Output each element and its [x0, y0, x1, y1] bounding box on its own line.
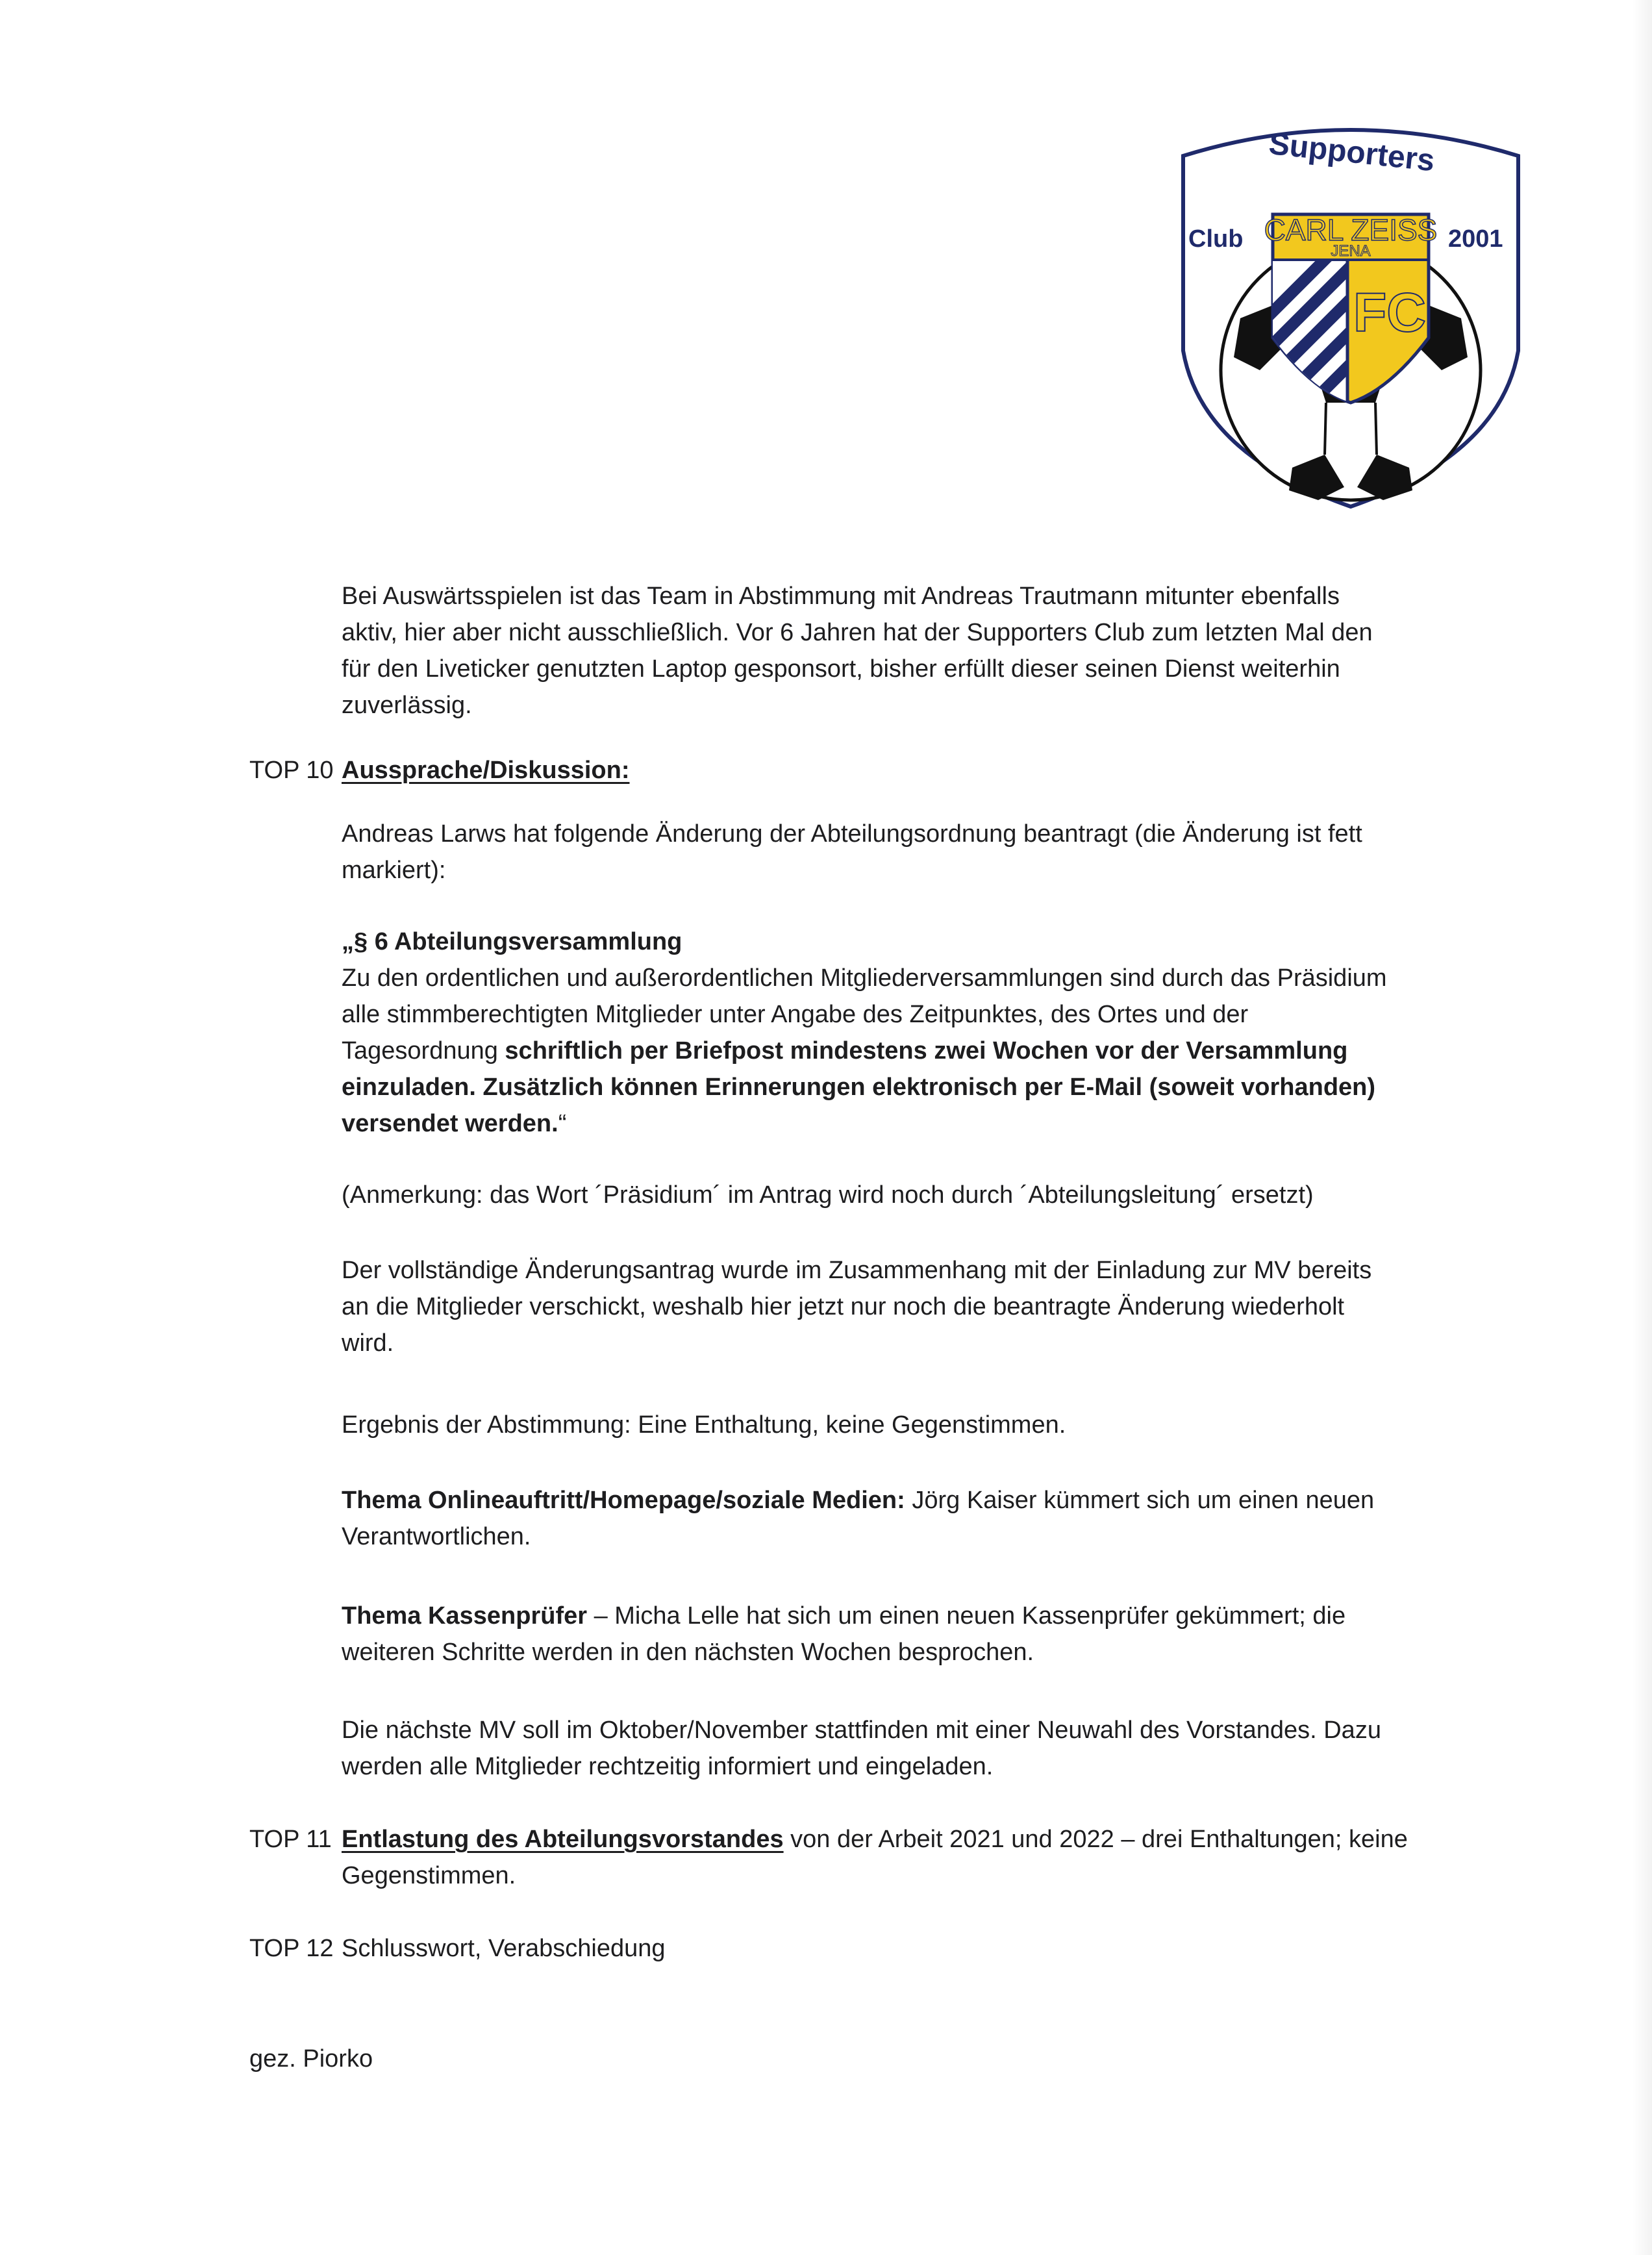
top11-line: Gegenstimmen. — [342, 1862, 516, 1889]
quote-line — [342, 1033, 1458, 1069]
quote-heading: „§ 6 Abteilungsversammlung — [342, 928, 682, 955]
request-line: markiert): — [342, 857, 446, 884]
note-paragraph — [342, 1177, 1458, 1213]
note-line: (Anmerkung: das Wort ´Präsidium´ im Antrag wird noch durch ´Abteilungsleitung´ ersetzt) — [342, 1181, 1314, 1209]
full-request-paragraph — [342, 1252, 1458, 1361]
top12-label: TOP 12 — [249, 1935, 334, 1962]
top10-request — [342, 816, 1458, 888]
kasse-text: – Micha Lelle hat sich um einen neuen Kassenprüfer gekümmert; die — [587, 1602, 1346, 1630]
logo-year-text: 2001 — [1448, 225, 1503, 253]
full-line: Der vollständige Änderungsantrag wurde im Zusammenhang mit der Einladung zur MV bereits — [342, 1257, 1372, 1284]
logo-club-text: Club — [1188, 225, 1244, 253]
top10-title-row — [342, 752, 1458, 788]
online-line — [342, 1482, 1458, 1518]
quote-line — [342, 1105, 1458, 1142]
intro-line: für den Liveticker genutzten Laptop gesponsort, bisher erfüllt dieser seinen Dienst weiterhin — [342, 655, 1340, 683]
kasse-line — [342, 1598, 1458, 1634]
top11-text: von der Arbeit 2021 und 2022 – drei Enthaltungen; keine — [783, 1826, 1408, 1853]
quote-line: Zu den ordentlichen und außerordentlichen Mitgliederversammlungen sind durch das Präsidium — [342, 964, 1387, 992]
scan-edge — [1633, 0, 1652, 2255]
online-line: Verantwortlichen. — [342, 1523, 531, 1550]
logo-fc-text: FC — [1353, 282, 1426, 343]
online-topic: Thema Onlineauftritt/Homepage/soziale Medien: — [342, 1487, 905, 1514]
top11-paragraph — [342, 1821, 1458, 1894]
quote-bold: versendet werden. — [342, 1110, 558, 1137]
kasse-topic: Thema Kassenprüfer — [342, 1602, 588, 1630]
intro-paragraph — [342, 578, 1458, 724]
quote-line: alle stimmberechtigten Mitglieder unter Angabe des Zeitpunktes, des Ortes und der — [342, 1001, 1249, 1028]
logo-jena-text: JENA — [1331, 242, 1371, 260]
top11-label: TOP 11 — [249, 1826, 332, 1853]
top10-title: Aussprache/Diskussion: — [342, 757, 630, 784]
top12-line: Schlusswort, Verabschiedung — [342, 1935, 666, 1962]
full-line: wird. — [342, 1329, 394, 1357]
online-text: Jörg Kaiser kümmert sich um einen neuen — [905, 1487, 1375, 1514]
full-line: an die Mitglieder verschickt, weshalb hier jetzt nur noch die beantragte Änderung wiederholt — [342, 1293, 1345, 1320]
top11-title: Entlastung des Abteilungsvorstandes — [342, 1826, 784, 1853]
quote-close: “ — [558, 1110, 567, 1137]
kasse-line: weiteren Schritte werden in den nächsten Wochen besprochen. — [342, 1639, 1034, 1666]
intro-line: Bei Auswärtsspielen ist das Team in Abstimmung mit Andreas Trautmann mitunter ebenfalls — [342, 583, 1340, 610]
amendment-quote — [342, 924, 1458, 1142]
intro-line: aktiv, hier aber nicht ausschließlich. Vor 6 Jahren hat der Supporters Club zum letzten Mal den — [342, 619, 1373, 646]
next-line: werden alle Mitglieder rechtzeitig informiert und eingeladen. — [342, 1753, 994, 1780]
signature: gez. Piorko — [249, 2045, 373, 2072]
top10-label: TOP 10 — [249, 757, 334, 784]
logo-carl-zeiss-text: CARL ZEISS — [1264, 213, 1438, 247]
quote-plain: Tagesordnung — [342, 1037, 505, 1065]
top11-line — [342, 1821, 1458, 1858]
kasse-paragraph — [342, 1598, 1458, 1670]
intro-line: zuverlässig. — [342, 692, 472, 719]
request-line: Andreas Larws hat folgende Änderung der Abteilungsordnung beantragt (die Änderung ist fett — [342, 820, 1362, 848]
supporters-club-logo — [1175, 117, 1526, 520]
vote-line: Ergebnis der Abstimmung: Eine Enthaltung, keine Gegenstimmen. — [342, 1411, 1066, 1439]
next-meeting-paragraph — [342, 1712, 1458, 1785]
logo-supporters-text: Supporters — [1267, 126, 1436, 179]
quote-bold-line: einzuladen. Zusätzlich können Erinnerungen elektronisch per E-Mail (soweit vorhanden) — [342, 1074, 1376, 1101]
vote-result — [342, 1407, 1458, 1443]
online-paragraph — [342, 1482, 1458, 1555]
top12-paragraph — [342, 1930, 1458, 1967]
next-line: Die nächste MV soll im Oktober/November stattfinden mit einer Neuwahl des Vorstandes. Dazu — [342, 1717, 1381, 1744]
quote-bold: schriftlich per Briefpost mindestens zwei Wochen vor der Versammlung — [505, 1037, 1348, 1065]
